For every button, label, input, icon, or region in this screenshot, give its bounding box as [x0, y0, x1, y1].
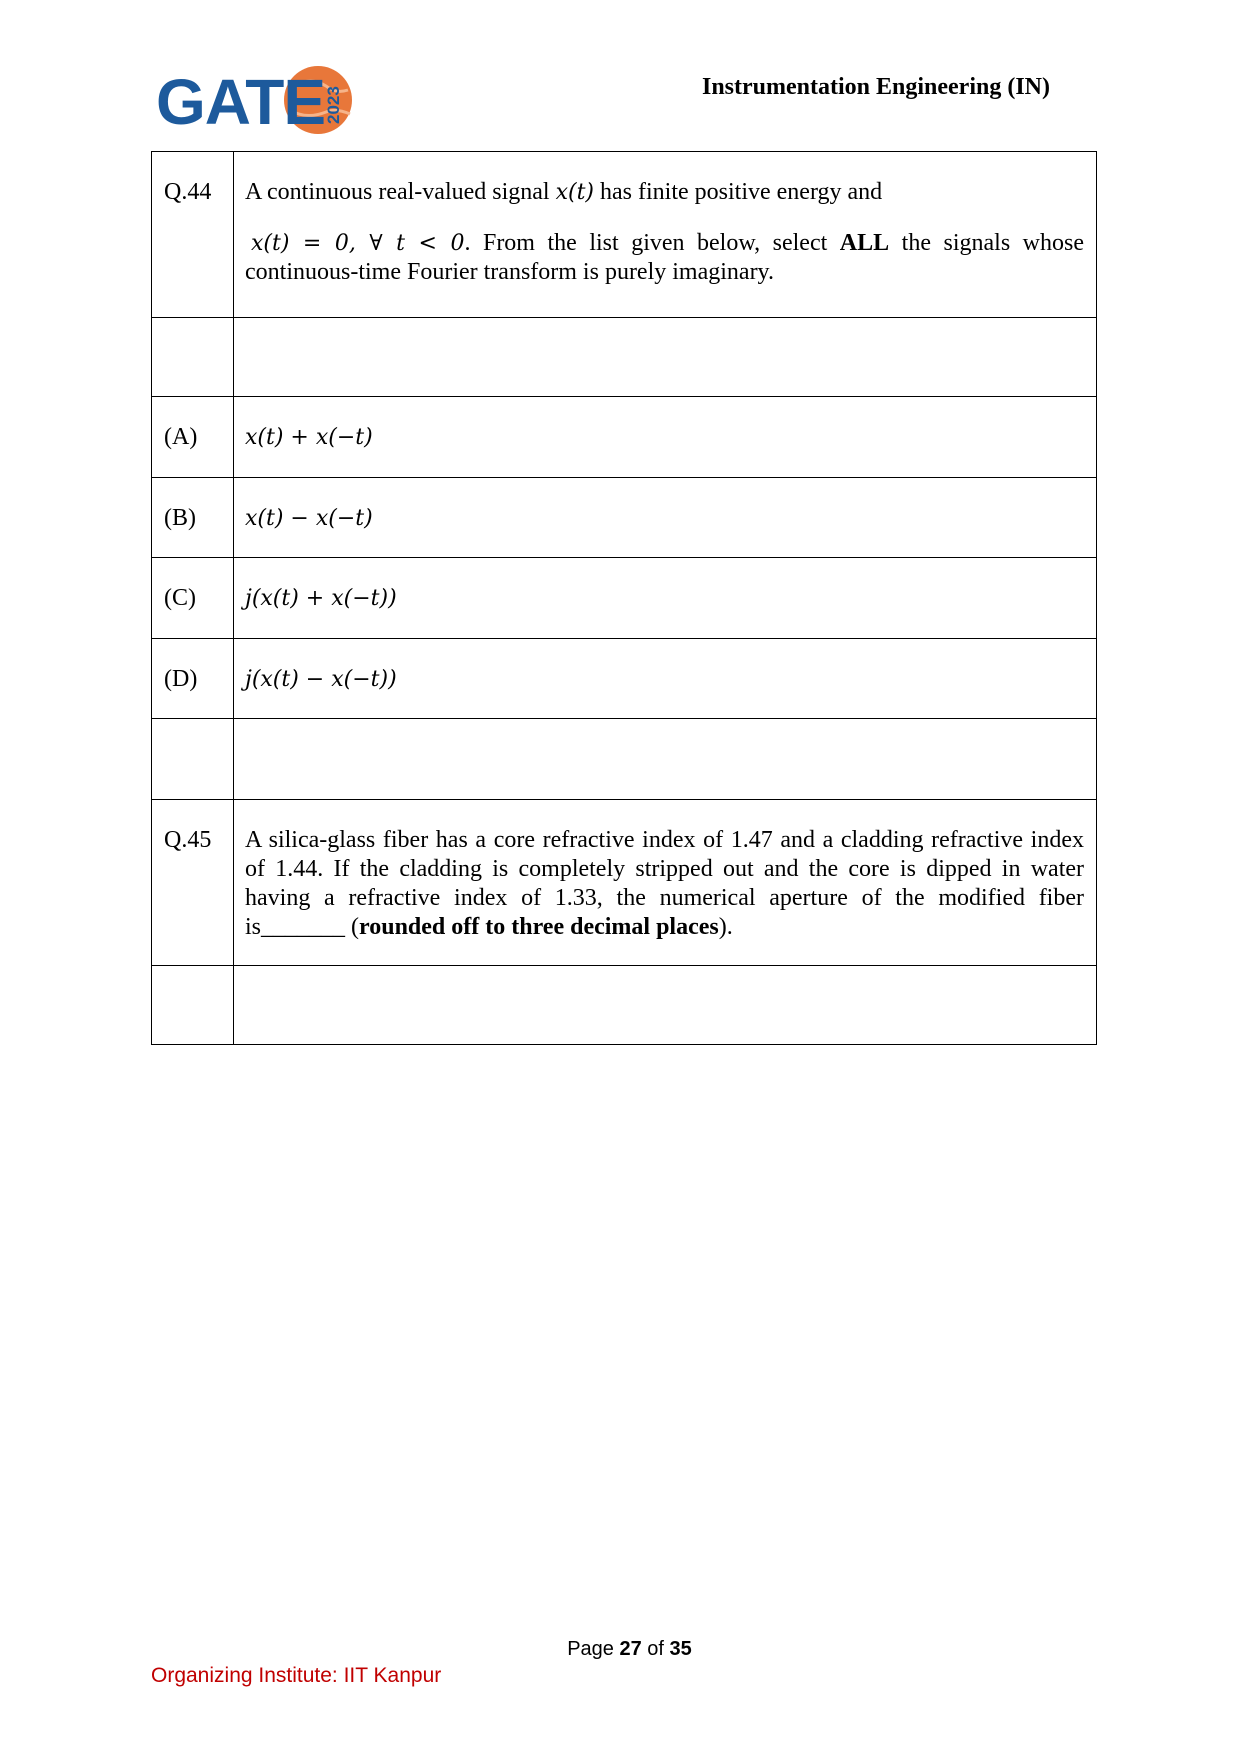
option-label: (C) [152, 558, 234, 639]
question-text [234, 152, 1097, 318]
spacer-row [152, 719, 1097, 800]
subject-title: Instrumentation Engineering (IN) [701, 74, 1050, 100]
option-row-a [152, 397, 1097, 478]
question-table [151, 151, 1097, 1045]
question-row-44 [152, 152, 1097, 318]
logo-text: GATE [156, 66, 326, 138]
gate-2023-logo [156, 58, 356, 140]
q44-line1-start: A continuous real-valued signal [245, 179, 550, 205]
q44-line2-end: the signals whose continuous-time Fourier transform is purely imaginary. [245, 230, 1084, 285]
question-number: Q.44 [152, 152, 234, 318]
option-label: (D) [152, 639, 234, 719]
question-number: Q.45 [152, 800, 234, 966]
option-expression: j(x(t) − x(−t)) [234, 639, 1097, 719]
emphasis-all: ALL [839, 230, 890, 256]
page-number: Page 27 of 35 [567, 1638, 692, 1660]
signal-condition: x(t) = 0, ∀ t < 0 [251, 231, 465, 256]
q44-line1-end: has finite positive energy and [600, 179, 883, 205]
question-row-45 [152, 800, 1097, 966]
option-row-c [152, 558, 1097, 639]
question-text: A silica-glass fiber has a core refractive index of 1.47 and a cladding refractive index of 1.44. If the cladding is completely stripped out and the core is dipped in water having a refractive index of 1.33, the numerical aperture of the modified fiber is_______ (rounded off to three decimal places). [234, 800, 1097, 966]
option-row-b [152, 478, 1097, 558]
spacer-row [152, 966, 1097, 1045]
emphasis-rounding: rounded off to three decimal places [359, 914, 719, 940]
spacer-row [152, 318, 1097, 397]
option-row-d [152, 639, 1097, 719]
option-expression: j(x(t) + x(−t)) [234, 558, 1097, 639]
option-expression: x(t) − x(−t) [234, 478, 1097, 558]
option-label: (B) [152, 478, 234, 558]
q44-line2-start: . From the list given below, select [464, 230, 828, 256]
option-expression: x(t) + x(−t) [234, 397, 1097, 478]
organizing-institute: Organizing Institute: IIT Kanpur [151, 1664, 442, 1687]
signal-symbol: x(t) [555, 180, 595, 205]
logo-year: 2023 [324, 86, 343, 124]
option-label: (A) [152, 397, 234, 478]
